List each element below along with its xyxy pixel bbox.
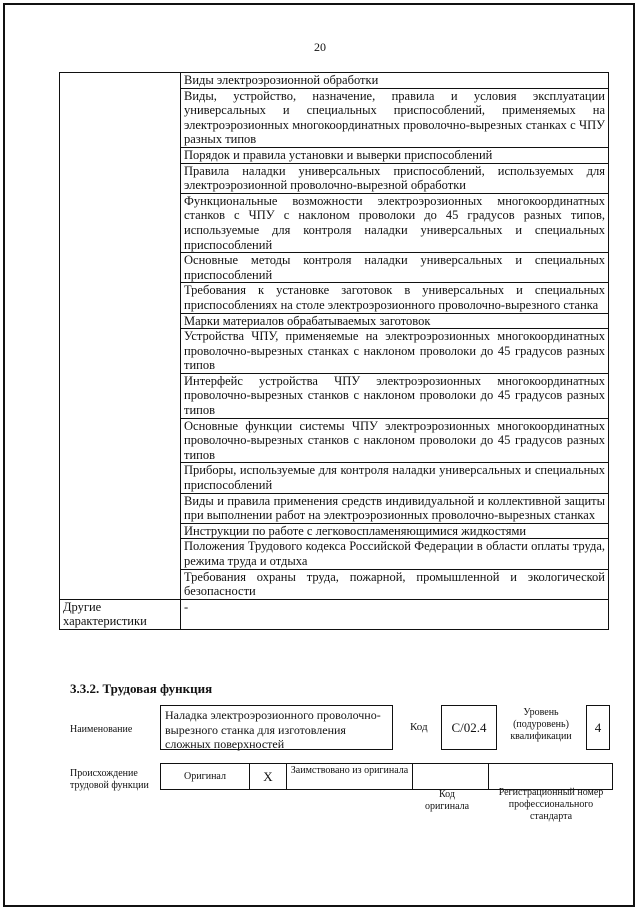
origin-label: Происхождение трудовой функции [70, 768, 149, 791]
other-characteristics-row [60, 599, 609, 629]
origin-table [160, 763, 613, 790]
knowledge-item: Приборы, используемые для контроля наладки универсальных и специальных приспособлений [181, 463, 609, 493]
original-label: Оригинал [161, 764, 250, 790]
knowledge-item: Инструкции по работе с легковоспламеняющимися жидкостями [181, 523, 609, 539]
level-value: 4 [586, 705, 610, 750]
knowledge-item: Основные методы контроля наладки универсальных и специальных приспособлений [181, 253, 609, 283]
name-label: Наименование [70, 724, 133, 735]
section-title: 3.3.2. Трудовая функция [70, 681, 213, 696]
original-code-cell [413, 764, 489, 790]
level-label: Уровень (подуровень) квалификации [510, 707, 572, 742]
knowledge-item: Интерфейс устройства ЧПУ электроэрозионных многокоординатных проволочно-вырезных станков с наклоном проволоки до 45 градусов разных типов [181, 373, 609, 418]
knowledge-item: Положения Трудового кодекса Российской Федерации в области оплаты труда, режима труда и отдыха [181, 539, 609, 569]
knowledge-item: Требования к установке заготовок в универсальных и специальных приспособлениях на столе электроэрозионного проволочно-вырезного станка [181, 283, 609, 313]
knowledge-item: Виды и правила применения средств индивидуальной и коллективной защиты при выполнении работ на электроэрозионных проволочно-вырезных станках [181, 493, 609, 523]
page-number: 20 [314, 40, 326, 54]
original-code-caption: Код оригинала [424, 789, 470, 812]
registration-number-caption: Регистрационный номер профессионального стандарта [498, 787, 604, 822]
knowledge-item: Основные функции системы ЧПУ электроэрозионных многокоординатных проволочно-вырезных станков с наклоном проволоки до 45 градусов разных типов [181, 418, 609, 463]
borrowed-label: Заимствовано из оригинала [287, 764, 413, 790]
knowledge-item: Правила наладки универсальных приспособлений, используемых для электроэрозионной проволочно-вырезной обработки [181, 163, 609, 193]
knowledge-table-body [60, 73, 609, 630]
knowledge-label-cell [60, 73, 181, 600]
registration-number-cell [489, 764, 613, 790]
knowledge-item: Виды, устройство, назначение, правила и условия эксплуатации универсальных и специальных приспособлений, применяемых на электроэрозионных многокоординатных проволочно-вырезных станках с ЧПУ разных типов [181, 88, 609, 147]
code-value: C/02.4 [441, 705, 497, 750]
knowledge-item: Требования охраны труда, пожарной, промышленной и экологической безопасности [181, 569, 609, 599]
original-mark: X [250, 764, 287, 790]
knowledge-item: Марки материалов обрабатываемых заготовок [181, 313, 609, 329]
knowledge-item: Виды электроэрозионной обработки [181, 73, 609, 89]
other-characteristics-label: Другие характеристики [60, 599, 181, 629]
knowledge-row [60, 73, 609, 89]
knowledge-item: Устройства ЧПУ, применяемые на электроэрозионных многокоординатных проволочно-вырезных станках с наклоном проволоки до 45 градусов разных типов [181, 329, 609, 374]
knowledge-item: Порядок и правила установки и выверки приспособлений [181, 147, 609, 163]
knowledge-item: Функциональные возможности электроэрозионных многокоординатных станков с ЧПУ с наклоном проволоки до 45 градусов разных типов, используемые для контроля наладки универсальных и специальных приспособлений [181, 193, 609, 252]
origin-row [161, 764, 613, 790]
knowledge-table [59, 72, 609, 630]
code-label: Код [410, 721, 428, 733]
other-characteristics-value: - [181, 599, 609, 629]
function-name-value: Наладка электроэрозионного проволочно-вырезного станка для изготовления сложных поверхностей [160, 705, 393, 750]
